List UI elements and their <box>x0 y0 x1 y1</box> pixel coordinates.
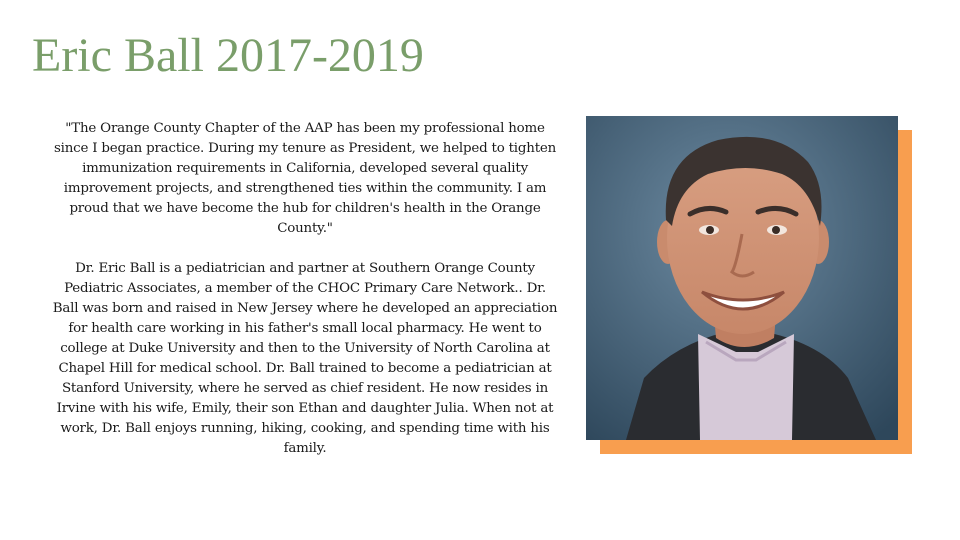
slide-title: Eric Ball 2017-2019 <box>32 29 424 82</box>
portrait-illustration <box>586 116 898 440</box>
portrait-photo <box>586 116 898 440</box>
biography: Dr. Eric Ball is a pediatrician and partner at Southern Orange County Pediatric Associates, a member of the CHOC Primary Care Network.. Dr. Ball was born and raised in New Jersey where he developed an appreciation for health care working in his father's small local pharmacy. He went to college at Duke University and then to the University of North Carolina at Chapel Hill for medical school. Dr. Ball trained to become a pediatrician at Stanford University, where he served as chief resident. He now resides in Irvine with his wife, Emily, their son Ethan and daughter Julia. When not at work, Dr. Ball enjoys running, hiking, cooking, and spending time with his family. <box>52 260 558 457</box>
president-quote: "The Orange County Chapter of the AAP has been my professional home since I began practice. During my tenure as President, we helped to tighten immunization requirements in California, developed several quality improvement projects, and strengthened ties within the community. I am proud that we have become the hub for children's health in the Orange County." <box>53 121 557 237</box>
text-block <box>50 119 560 460</box>
